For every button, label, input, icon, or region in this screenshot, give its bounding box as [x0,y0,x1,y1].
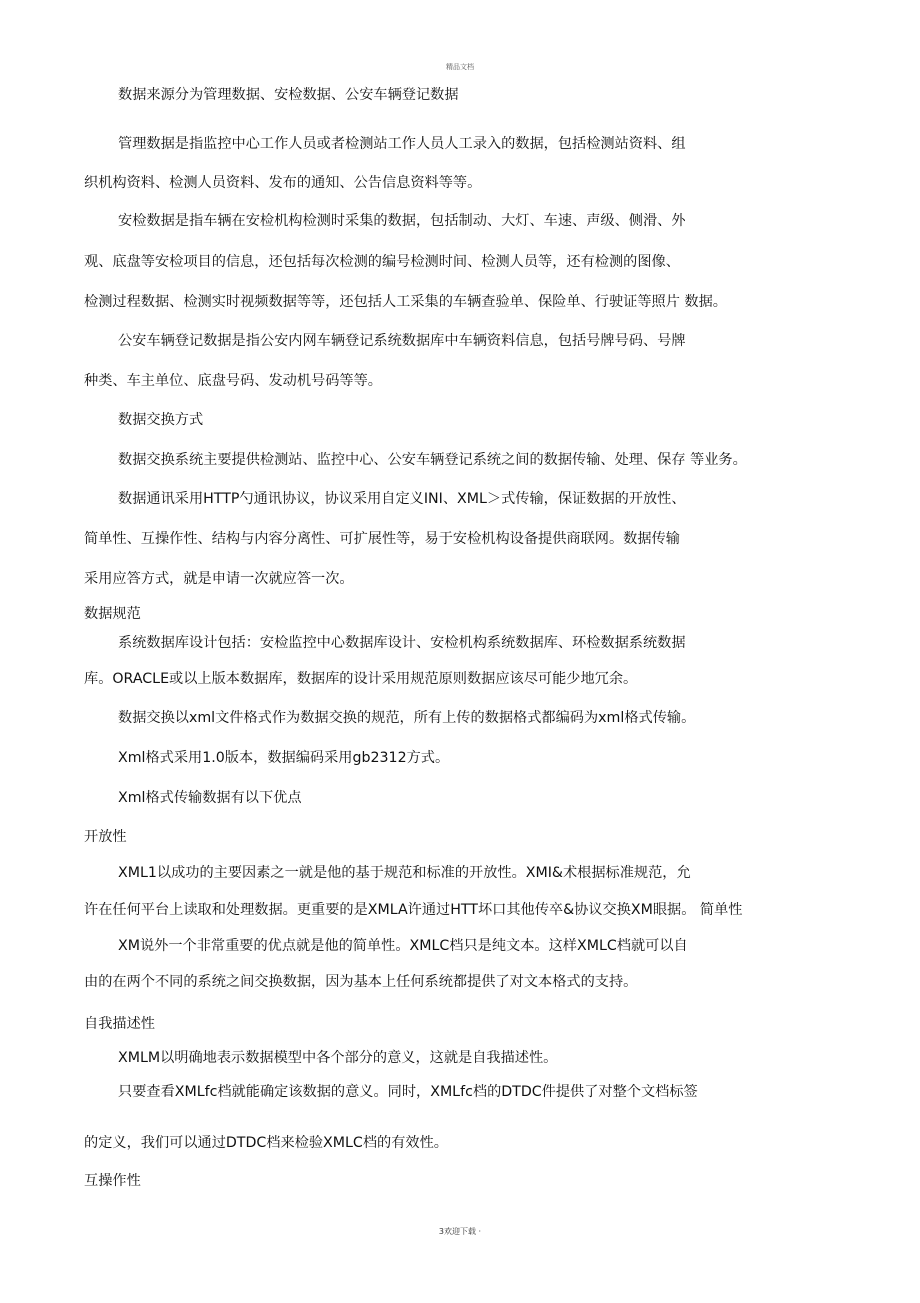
text-line-safety-3: 检测过程数据、检测实时视频数据等等，还包括人工采集的车辆查验单、保险单、行驶证等照片 数据。 [84,294,727,310]
text-line-self-desc-3: 的定义，我们可以通过DTDC档来检验XMLC档的有效性。 [84,1135,448,1151]
text-line-comm-2: 简单性、互操作性、结构与内容分离性、可扩展性等，易于安检机构设备提供商联网。数据传输 [84,531,680,547]
heading-self-description: 自我描述性 [84,1016,155,1032]
text-line-xml-version: Xml格式采用1.0版本，数据编码采用gb2312方式。 [118,750,450,766]
text-line-police-2: 种类、车主单位、底盘号码、发动机号码等等。 [84,373,382,389]
page-header-mark: 精品文档 [446,63,474,71]
text-line-management-2: 织机构资料、检测人员资料、发布的通知、公告信息资料等等。 [84,175,482,191]
text-line-openness-1: XML1以成功的主要因素之一就是他的基于规范和标准的开放性。XMI&术根据标准规范，允 [118,865,691,881]
text-line-comm-3: 采用应答方式，就是申请一次就应答一次。 [84,571,354,587]
text-line-management-1: 管理数据是指监控中心工作人员或者检测站工作人员人工录入的数据，包括检测站资料、组 [118,136,686,152]
text-line-simplicity-1: XM说外一个非常重要的优点就是他的简单性。XMLC档只是纯文本。这样XMLC档就可以自 [118,938,688,954]
text-line-sources: 数据来源分为管理数据、安检数据、公安车辆登记数据 [118,87,459,103]
text-line-openness-2: 许在任何平台上读取和处理数据。更重要的是XMLA许通过HTT坏口其他传卒&协议交换XM眼据。 简单性 [84,902,743,918]
text-line-xml-format: 数据交换以xml文件格式作为数据交换的规范，所有上传的数据格式都编码为xml格式传输。 [118,710,696,726]
text-line-xml-advantages: Xml格式传输数据有以下优点 [118,790,302,806]
text-line-comm-1: 数据通讯采用HTTP勺通讯协议，协议采用自定义INI、XML＞式传输，保证数据的开放性、 [118,491,686,507]
text-line-police-1: 公安车辆登记数据是指公安内网车辆登记系统数据库中车辆资料信息，包括号牌号码、号牌 [118,333,686,349]
text-line-safety-1: 安检数据是指车辆在安检机构检测时采集的数据，包括制动、大灯、车速、声级、侧滑、外 [118,213,686,229]
heading-openness: 开放性 [84,829,127,845]
text-line-self-desc-1: XMLM以明确地表示数据模型中各个部分的意义，这就是自我描述性。 [118,1050,558,1066]
text-line-db-2: 库。ORACLE或以上版本数据库，数据库的设计采用规范原则数据应该尽可能少地冗余。 [84,671,638,687]
text-line-db-1: 系统数据库设计包括：安检监控中心数据库设计、安检机构系统数据库、环检数据系统数据 [118,635,686,651]
text-line-self-desc-2: 只要查看XMLfc档就能确定该数据的意义。同时，XMLfc档的DTDC件提供了对整个文档标签 [118,1084,698,1100]
text-line-safety-2: 观、底盘等安检项目的信息，还包括每次检测的编号检测时间、检测人员等，还有检测的图像、 [84,254,680,270]
heading-data-spec: 数据规范 [84,606,141,622]
page-footer-mark: 3欢迎下载 · [438,1227,482,1236]
heading-exchange-method: 数据交换方式 [118,412,204,428]
text-line-simplicity-2: 由的在两个不同的系统之间交换数据，因为基本上任何系统都提供了对文本格式的支持。 [84,974,638,990]
text-line-exchange-system: 数据交换系统主要提供检测站、监控中心、公安车辆登记系统之间的数据传输、处理、保存 等业务。 [118,452,747,468]
heading-interoperability: 互操作性 [84,1173,141,1189]
